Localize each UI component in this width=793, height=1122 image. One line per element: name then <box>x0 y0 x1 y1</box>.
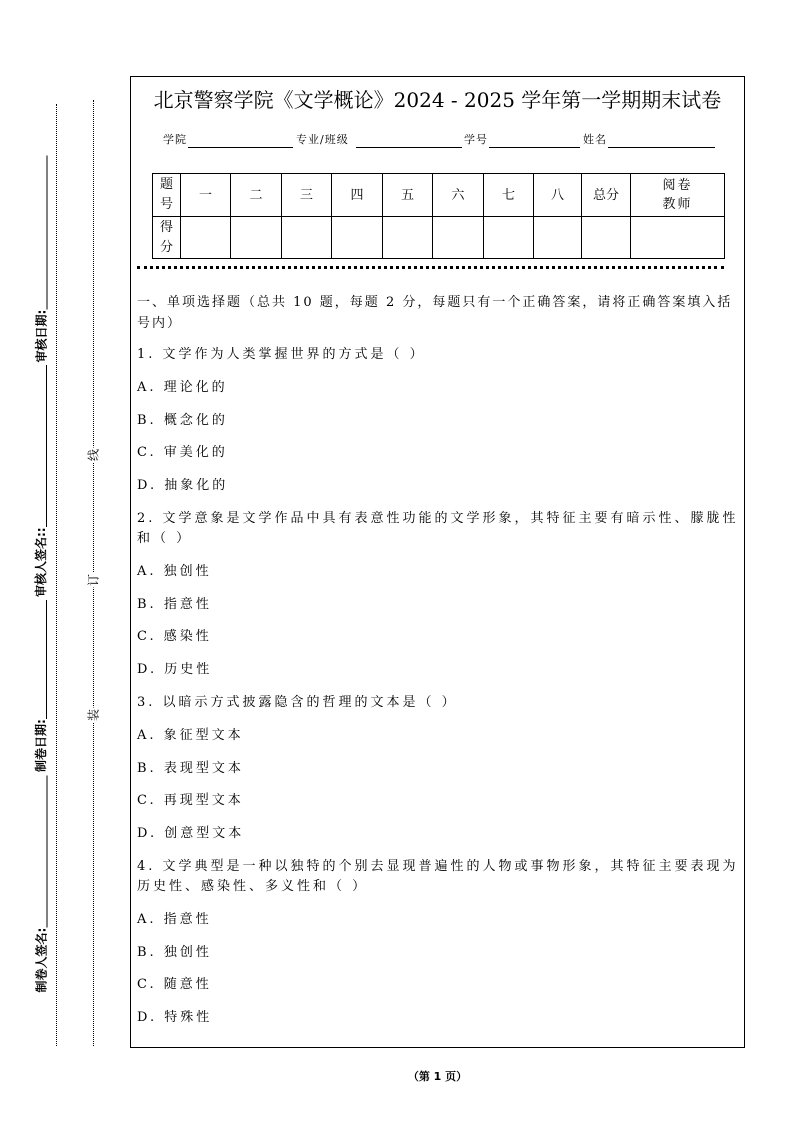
option-d: D. 特殊性 <box>137 1010 213 1026</box>
score-table <box>152 173 725 259</box>
exam-title: 北京警察学院《文学概论》2024 - 2025 学年第一学期期末试卷 <box>153 88 722 112</box>
part-5-header: 五 <box>383 174 433 217</box>
prepare-date-field <box>32 600 48 772</box>
score-cell <box>534 217 582 259</box>
option-d: D. 抽象化的 <box>137 478 229 494</box>
major-class-blank <box>356 147 462 148</box>
option-a: A. 指意性 <box>137 911 212 927</box>
question-stem: 3. 以暗示方式披露隐含的哲理的文本是（ ） <box>137 694 458 710</box>
option-a: A. 象征型文本 <box>137 727 244 743</box>
name-label: 姓名 <box>583 133 607 146</box>
college-label: 学院 <box>163 133 187 146</box>
part-2-header: 二 <box>231 174 282 217</box>
review-date-blank <box>46 155 47 309</box>
prepare-date-blank <box>46 600 47 719</box>
binding-mark-install: 装 <box>86 709 101 722</box>
option-b: B. 独创性 <box>137 944 212 960</box>
score-cell <box>433 217 484 259</box>
major-class-label: 专业/班级 <box>296 133 349 146</box>
score-table-score-row <box>153 217 725 259</box>
option-d: D. 历史性 <box>137 662 213 678</box>
part-8-header: 八 <box>534 174 582 217</box>
score-row-label-text: 得分 <box>159 219 173 255</box>
part-1-header: 一 <box>181 174 231 217</box>
review-date-label: 审核日期: <box>34 309 48 362</box>
exam-sheet <box>130 76 745 1048</box>
score-cell <box>231 217 282 259</box>
option-c: C. 再现型文本 <box>137 793 244 809</box>
binding-mark-line: 线 <box>86 449 101 462</box>
option-c: C. 审美化的 <box>137 445 228 461</box>
option-b: B. 概念化的 <box>137 412 228 428</box>
page-number: （第 1 页） <box>407 1070 468 1083</box>
score-cell <box>383 217 433 259</box>
grader-cell <box>631 217 725 259</box>
question-stem: 4. 文学典型是一种以独特的个别去显现普遍性的人物或事物形象，其特征主要表现为历史性、感染性、多义性和（ ） <box>137 858 739 894</box>
question-number-header <box>153 174 181 217</box>
part-7-header: 七 <box>484 174 534 217</box>
part-4-header: 四 <box>332 174 383 217</box>
part-6-header: 六 <box>433 174 484 217</box>
prepare-date-label: 制卷日期: <box>34 719 48 772</box>
reviewer-signature-label: 审核人签名:: <box>34 527 48 597</box>
score-cell <box>332 217 383 259</box>
question-stem: 2. 文学意象是文学作品中具有表意性功能的文学形象，其特征主要有暗示性、朦胧性和（ ） <box>137 510 739 546</box>
section-heading: 一、单项选择题（总共 10 题，每题 2 分，每题只有一个正确答案，请将正确答案填入括号内） <box>137 295 733 331</box>
review-date-field <box>32 155 48 362</box>
score-table-header-row <box>153 174 725 217</box>
preparer-signature-field <box>32 775 48 992</box>
grader-header-text: 阅卷教师 <box>662 178 693 212</box>
option-a: A. 理论化的 <box>137 379 228 395</box>
option-d: D. 创意型文本 <box>137 826 245 842</box>
total-score-header: 总分 <box>582 174 631 217</box>
signature-dotted-line <box>56 104 57 1046</box>
option-b: B. 表现型文本 <box>137 760 244 776</box>
reviewer-signature-field <box>32 365 48 597</box>
part-3-header: 三 <box>282 174 332 217</box>
student-id-label: 学号 <box>464 133 488 146</box>
score-cell <box>181 217 231 259</box>
option-b: B. 指意性 <box>137 596 212 612</box>
option-a: A. 独创性 <box>137 563 212 579</box>
preparer-signature-label: 制卷人签名: <box>34 927 48 992</box>
score-row-label <box>153 217 181 259</box>
section-single-choice <box>137 292 742 1041</box>
preparer-signature-blank <box>46 775 47 927</box>
score-cell <box>484 217 534 259</box>
option-c: C. 随意性 <box>137 977 212 993</box>
grader-header <box>631 174 725 217</box>
reviewer-signature-blank <box>46 365 47 527</box>
binding-mark-bind: 订 <box>86 574 101 587</box>
score-cell <box>282 217 332 259</box>
question-stem: 1. 文学作为人类掌握世界的方式是（ ） <box>137 347 426 362</box>
total-score-cell <box>582 217 631 259</box>
name-blank <box>608 147 715 148</box>
college-blank <box>188 147 293 148</box>
option-c: C. 感染性 <box>137 629 212 645</box>
question-number-header-text: 题号 <box>159 177 173 212</box>
dotted-separator <box>137 266 724 269</box>
student-id-blank <box>489 147 580 148</box>
